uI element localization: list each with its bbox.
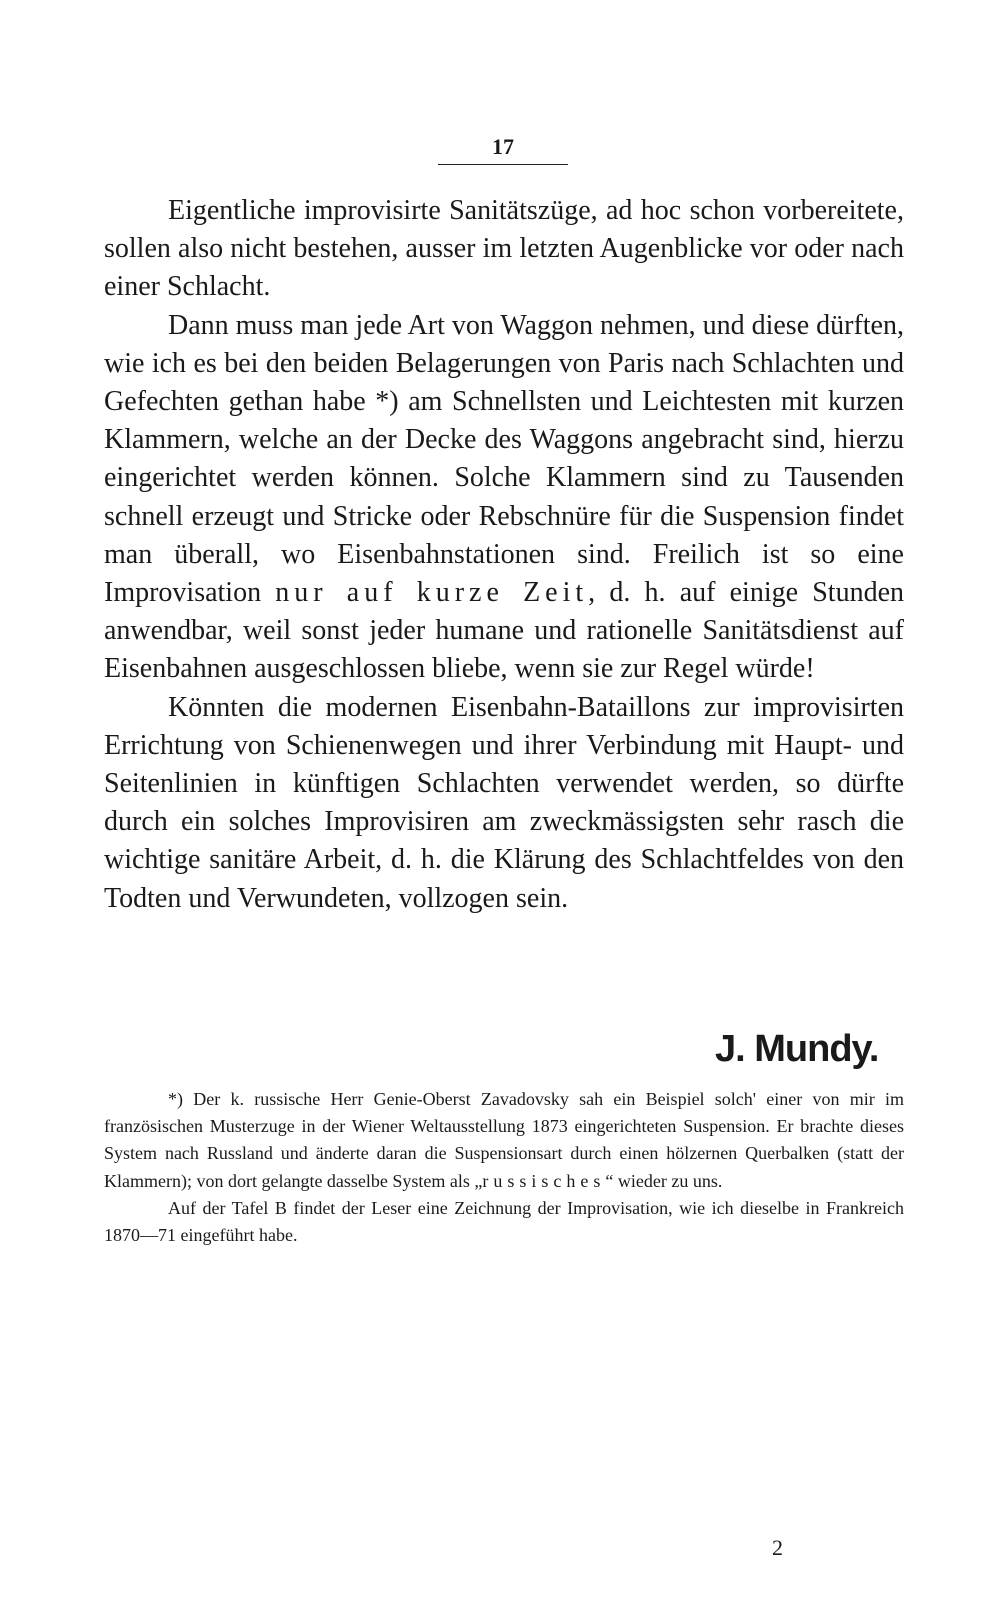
- signature-mark: 2: [772, 1535, 783, 1560]
- paragraph-2-start: Dann muss man jede Art von Waggon nehmen, und diese dürften, wie ich es bei den beiden Belagerungen von Paris nach Schlachten und Gefechten gethan habe *) am Schnellsten und Leichtesten mit kurzen Klammern, welche an der Decke des Waggons angebracht sind, hierzu eingerichtet werden können. Solche Klammern sind zu Tausenden schnell erzeugt und Stricke oder Rebschnüre für die Suspension findet man überall, wo Eisenbahnstationen sind. Freilich ist so eine Improvisation: [104, 309, 904, 609]
- footnote-2: Auf der Tafel B findet der Leser eine Zeichnung der Improvisation, wie ich dieselbe in Frankreich 1870—71 eingeführt habe.: [104, 1197, 904, 1246]
- footnote-1-emphasis: russisches: [482, 1170, 606, 1191]
- paragraph-2-end: , d. h. auf einige Stunden anwendbar, weil sonst jeder humane und rationelle Sanitätsdienst auf Eisenbahnen ausgeschlossen bliebe, wenn sie zur Regel würde!: [104, 577, 905, 685]
- footnote-1: [104, 1086, 904, 1195]
- footnotes: [104, 1086, 904, 1249]
- footnote-1-end: “ wieder zu uns.: [605, 1170, 723, 1191]
- page-number: 17: [492, 134, 514, 159]
- footnote-1-start: *) Der k. russische Herr Genie-Oberst Zavadovsky sah ein Beispiel solch' einer von mir im französischen Musterzuge in der Wiener Weltausstellung 1873 eingerichteten Suspension. Er brachte dieses System nach Russland und änderte daran die Suspensionsart durch einen hölzernen Querbalken (statt der Klammern); von dort gelangte dasselbe System als „: [104, 1089, 904, 1191]
- paragraph-3: Könnten die modernen Eisenbahn-Bataillons zur improvisirten Errichtung von Schienenwegen und ihrer Verbindung mit Haupt- und Seitenlinien in künftigen Schlachten verwendet werden, so dürfte durch ein solches Improvisiren am zweckmässigsten sehr rasch die wichtige sanitäre Arbeit, d. h. die Klärung des Schlachtfeldes von den Todten und Verwundeten, vollzogen sein.: [104, 691, 904, 914]
- main-text: [104, 192, 904, 918]
- header-rule: [438, 164, 568, 165]
- author-signature: J. Mundy.: [715, 1028, 879, 1070]
- paragraph-1: Eigentliche improvisirte Sanitätszüge, ad hoc schon vorbereitete, sollen also nicht bestehen, ausser im letzten Augenblicke vor oder nach einer Schlacht.: [104, 195, 904, 303]
- paragraph-2: [104, 307, 904, 689]
- emphasized-phrase: nur auf kurze Zeit: [275, 577, 589, 609]
